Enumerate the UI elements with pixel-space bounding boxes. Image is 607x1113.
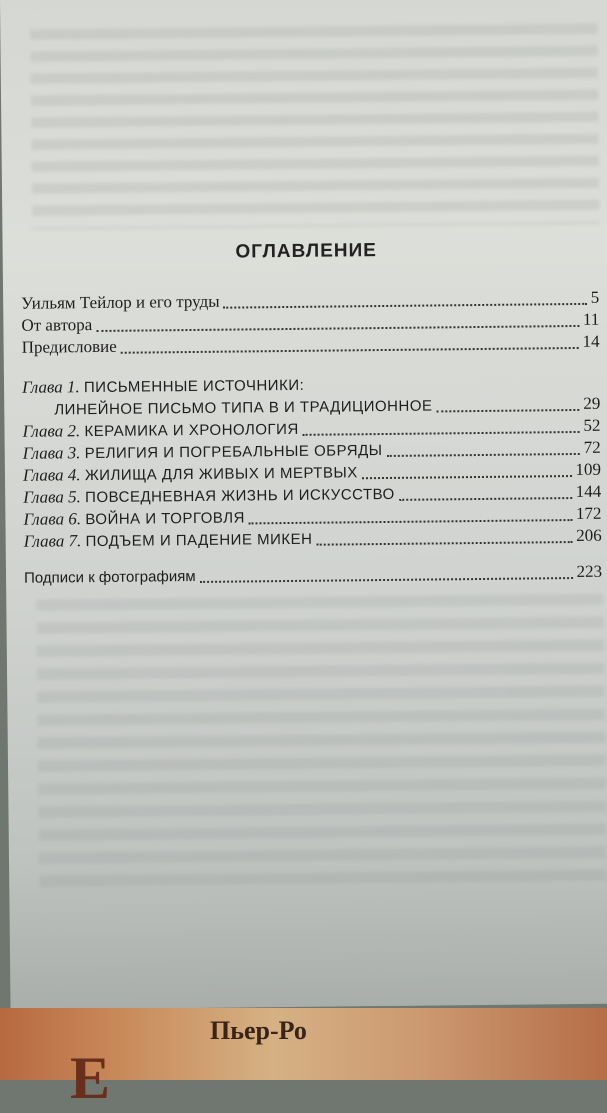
toc-entry-label: Предисловие	[21, 336, 117, 357]
dot-leader	[224, 303, 587, 309]
bleed-through-text-top	[30, 24, 599, 230]
toc-entry-page: 11	[582, 309, 600, 329]
toc-entry-page: 14	[582, 331, 600, 351]
toc-entry-page: 144	[575, 481, 602, 501]
chapter-title-cont: ЛИНЕЙНОЕ ПИСЬМО ТИПА В И ТРАДИЦИОННОЕ	[54, 397, 433, 419]
chapter-title: ПОВСЕДНЕВНАЯ ЖИЗНЬ И ИСКУССТВО	[85, 485, 395, 507]
chapter-number: Глава 1.	[21, 377, 80, 397]
book-cover-below	[0, 1008, 607, 1111]
dot-leader	[387, 453, 580, 457]
dot-leader	[249, 519, 572, 524]
chapter-title: РЕЛИГИЯ И ПОГРЕБАЛЬНЫЕ ОБРЯДЫ	[84, 442, 383, 463]
chapter-title: ПИСЬМЕННЫЕ ИСТОЧНИКИ:	[83, 376, 305, 397]
chapter-number: Глава 4.	[22, 465, 81, 485]
toc-entry-page: 5	[590, 287, 600, 307]
chapter-number: Глава 2.	[22, 421, 81, 441]
chapter-number: Глава 3.	[22, 443, 81, 463]
chapter-number: Глава 6.	[23, 509, 82, 529]
bleed-through-text-bottom	[36, 594, 606, 890]
dot-leader	[399, 497, 572, 501]
toc-chapter-heading	[22, 375, 304, 398]
table-of-contents	[21, 288, 602, 590]
dot-leader	[96, 325, 579, 332]
chapter-title: ПОДЪЕМ И ПАДЕНИЕ МИКЕН	[85, 530, 313, 551]
toc-entry-page: 52	[583, 415, 601, 435]
cover-title-letter: Е	[70, 1045, 111, 1111]
cover-author-fragment: Пьер-Ро	[210, 1016, 307, 1045]
dot-leader	[362, 475, 572, 479]
dot-leader	[303, 431, 580, 436]
chapter-number: Глава 7.	[23, 531, 82, 551]
toc-entry-page: 223	[576, 561, 603, 581]
toc-entry-page: 29	[583, 393, 601, 413]
chapter-title: ЖИЛИЩА ДЛЯ ЖИВЫХ И МЕРТВЫХ	[84, 464, 358, 485]
toc-entry-page: 72	[583, 437, 601, 457]
dot-leader	[436, 409, 579, 412]
chapter-title: КЕРАМИКА И ХРОНОЛОГИЯ	[84, 420, 299, 441]
dot-leader	[121, 347, 579, 354]
toc-entry-page: 206	[576, 525, 602, 545]
dot-leader	[200, 577, 573, 583]
toc-entry-page: 172	[575, 503, 602, 523]
chapter-title: ВОЙНА И ТОРГОВЛЯ	[85, 509, 245, 529]
toc-title: ОГЛАВЛЕНИЕ	[235, 240, 377, 263]
toc-entry-label: Подписи к фотографиям	[23, 567, 196, 587]
toc-entry-label: От автора	[21, 315, 93, 335]
toc-entry-label: Уильям Тейлор и его труды	[21, 291, 220, 313]
toc-entry	[24, 562, 602, 590]
chapter-number: Глава 5.	[23, 487, 81, 507]
dot-leader	[316, 541, 572, 546]
toc-entry-page: 109	[575, 459, 602, 479]
